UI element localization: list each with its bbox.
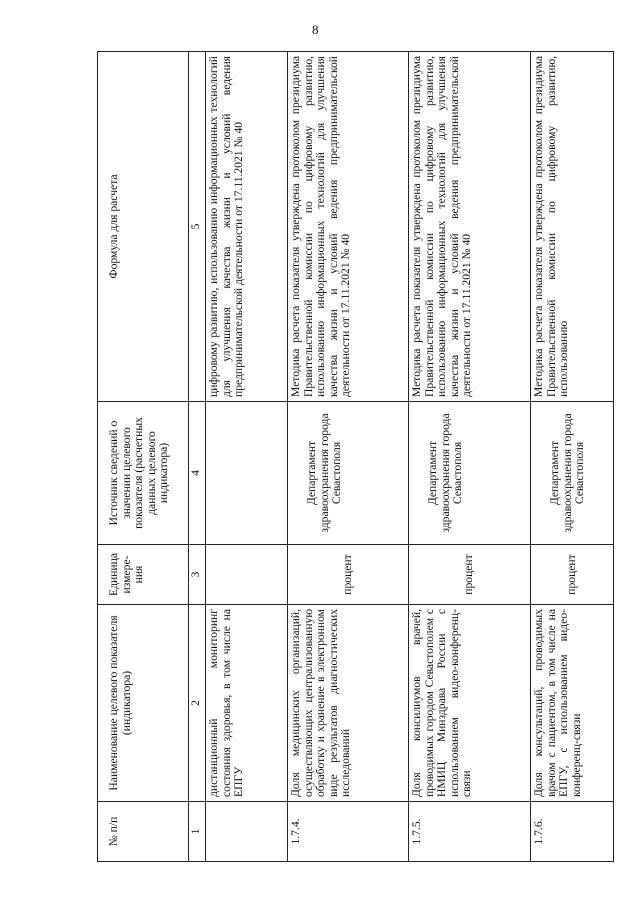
header-unit: Единица измере-ния	[98, 545, 189, 605]
header-source: Источник сведений о значении целевого показателя (расчетных данных целевого индикатора)	[98, 402, 189, 545]
header-formula: Формула для расчета	[98, 52, 189, 402]
row-formula: Методика расчета показателя утверждена протоколом президиума Правительственной комиссии по цифровому развитию, использованию информационных технологий для улучшения качества жизни и условий ведения предпринимательской деятельности от 17.11.2021 № 40	[409, 52, 531, 402]
col-number: 2	[189, 605, 206, 802]
row-name: Доля консилиумов врачей, проводимых городом Севастополем с НМИЦ Минздрава России с использованием видео-конференц-связи	[409, 605, 531, 802]
row-formula: Методика расчета показателя утверждена протоколом президиума Правительственной комиссии по цифровому развитию, использованию информационных технологий для улучшения качества жизни и условий ведения предпринимательской деятельности от 17.11.2021 № 40	[288, 52, 409, 402]
row-num	[206, 802, 288, 862]
column-number-row	[189, 52, 206, 862]
table-row	[409, 52, 531, 862]
row-unit: процент	[288, 545, 409, 605]
row-name: Доля медицинских организаций, осуществляющих централизованную обработку и хранение в электронном виде результатов диагностических исследований	[288, 605, 409, 802]
row-source	[206, 402, 288, 545]
row-source: Департамент здравоохранения города Севастополя	[531, 402, 614, 545]
header-name: Наименование целевого показателя (индикатора)	[98, 605, 189, 802]
header-num: № п/п	[98, 802, 189, 862]
table-row	[206, 52, 288, 862]
row-num: 1.7.5.	[409, 802, 531, 862]
table-row	[288, 52, 409, 862]
row-unit: процент	[531, 545, 614, 605]
row-source: Департамент здравоохранения города Севастополя	[409, 402, 531, 545]
row-num: 1.7.4.	[288, 802, 409, 862]
row-unit	[206, 545, 288, 605]
page-number: 8	[312, 22, 319, 37]
rotated-table-wrapper	[97, 52, 614, 862]
col-number: 1	[189, 802, 206, 862]
table-header-row	[98, 52, 189, 862]
col-number: 5	[189, 52, 206, 402]
row-num: 1.7.6.	[531, 802, 614, 862]
table-row	[531, 52, 614, 862]
col-number: 4	[189, 402, 206, 545]
row-name: Доля консультаций, проводимых врачом с пациентом, в том числе на ЕПГУ, с использованием видео-конференц-связи	[531, 605, 614, 802]
col-number: 3	[189, 545, 206, 605]
row-name: дистанционный мониторинг состояния здоровья, в том числе на ЕПГУ	[206, 605, 288, 802]
row-formula: Методика расчета показателя утверждена протоколом президиума Правительственной комиссии по цифровому развитию, использованию	[531, 52, 614, 402]
indicators-table	[97, 51, 614, 862]
row-unit: процент	[409, 545, 531, 605]
row-source: Департамент здравоохранения города Севастополя	[288, 402, 409, 545]
row-formula: цифровому развитию, использованию информационных технологий для улучшения качества жизни и условий ведения предпринимательской деятельности от 17.11.2021 № 40	[206, 52, 288, 402]
